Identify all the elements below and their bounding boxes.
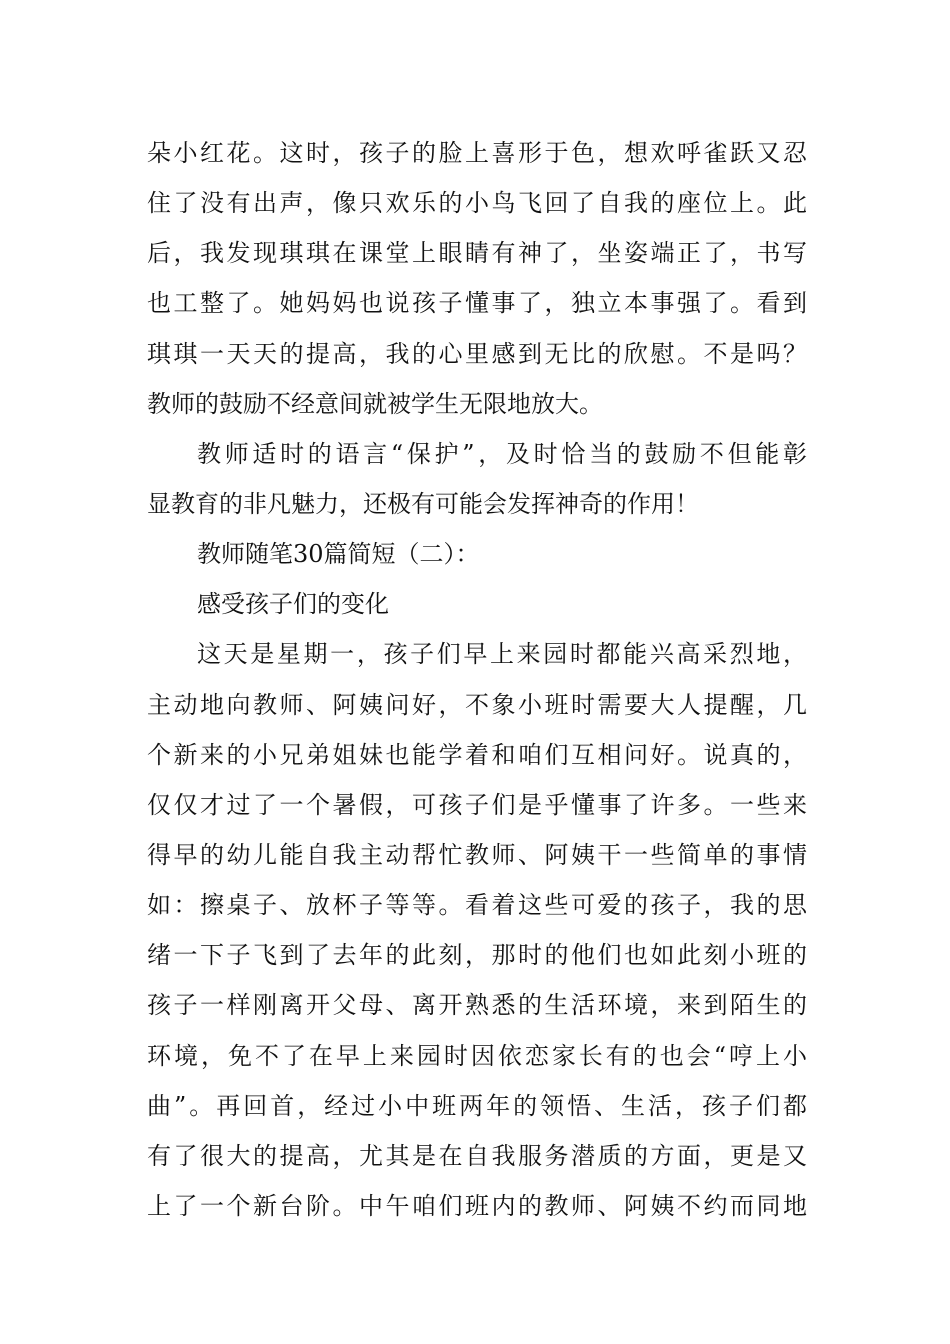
text-line: 朵小红花。这时，孩子的脸上喜形于色，想欢呼雀跃又忍 bbox=[147, 139, 807, 167]
paragraph-first-line: 教师适时的语言“保护”，及时恰当的鼓励不但能彰 bbox=[197, 440, 807, 468]
text-line: 琪琪一天天的提高，我的心里感到无比的欣慰。不是吗？ bbox=[147, 340, 807, 368]
text-line: 环境，免不了在早上来园时因依恋家长有的也会“哼上小 bbox=[147, 1042, 807, 1070]
text-line: 教师的鼓励不经意间就被学生无限地放大。 bbox=[147, 390, 603, 418]
text-line: 主动地向教师、阿姨问好，不象小班时需要大人提醒，几 bbox=[147, 691, 807, 719]
text-line: 个新来的小兄弟姐妹也能学着和咱们互相问好。说真的， bbox=[147, 741, 807, 769]
text-line: 绪一下子飞到了去年的此刻，那时的他们也如此刻小班的 bbox=[147, 941, 807, 969]
section-subtitle: 感受孩子们的变化 bbox=[197, 590, 389, 618]
text-line: 有了很大的提高，尤其是在自我服务潜质的方面，更是又 bbox=[147, 1142, 807, 1170]
paragraph-first-line: 这天是星期一，孩子们早上来园时都能兴高采烈地， bbox=[197, 640, 807, 668]
text-line: 孩子一样刚离开父母、离开熟悉的生活环境，来到陌生的 bbox=[147, 991, 807, 1019]
text-line: 显教育的非凡魅力，还极有可能会发挥神奇的作用！ bbox=[147, 490, 699, 518]
text-line: 后，我发现琪琪在课堂上眼睛有神了，坐姿端正了，书写 bbox=[147, 239, 807, 267]
text-line: 也工整了。她妈妈也说孩子懂事了，独立本事强了。看到 bbox=[147, 289, 807, 317]
text-line: 如：擦桌子、放杯子等等。看着这些可爱的孩子，我的思 bbox=[147, 891, 807, 919]
text-line: 住了没有出声，像只欢乐的小鸟飞回了自我的座位上。此 bbox=[147, 189, 807, 217]
text-line: 仅仅才过了一个暑假，可孩子们是乎懂事了许多。一些来 bbox=[147, 791, 807, 819]
text-line: 上了一个新台阶。中午咱们班内的教师、阿姨不约而同地 bbox=[147, 1192, 807, 1220]
text-line: 得早的幼儿能自我主动帮忙教师、阿姨干一些简单的事情 bbox=[147, 841, 807, 869]
text-line: 曲”。再回首，经过小中班两年的领悟、生活，孩子们都 bbox=[147, 1092, 807, 1120]
section-heading: 教师随笔30篇简短（二）： bbox=[197, 540, 480, 568]
